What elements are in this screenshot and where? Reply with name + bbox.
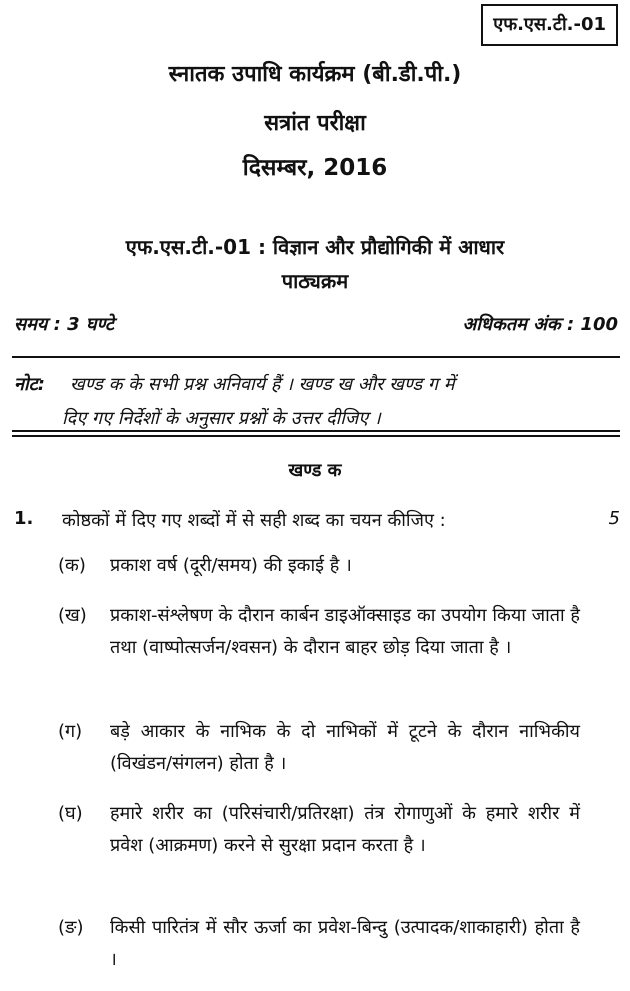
item-label: (क) <box>58 555 86 576</box>
item-text: प्रकाश-संश्लेषण के दौरान कार्बन डाइऑक्साइड का उपयोग किया जाता है तथा (वाष्पोत्सर्जन/श्वसन) के दौरान बाहर छोड़ दिया जाता है । <box>110 605 580 658</box>
divider <box>12 435 620 437</box>
note-block <box>14 368 618 436</box>
time-allowed: समय : 3 घण्टे <box>14 314 114 335</box>
question-text: कोष्ठकों में दिए गए शब्दों में से सही शब्द का चयन कीजिए : <box>62 510 446 531</box>
list-item <box>58 550 580 582</box>
exam-title: सत्रांत परीक्षा <box>264 111 366 136</box>
note-line-2: दिए गए निर्देशों के अनुसार प्रश्नों के उत्तर दीजिए । <box>62 408 381 429</box>
item-text: किसी पारितंत्र में सौर ऊर्जा का प्रवेश-बिन्दु (उत्पादक/शाकाहारी) होता है । <box>110 917 580 970</box>
list-item <box>58 716 580 780</box>
subject-line-1: एफ.एस.टी.-01 : विज्ञान और प्रौद्योगिकी में आधार <box>125 235 505 259</box>
divider <box>12 356 620 358</box>
subject-line-2: पाठ्यक्रम <box>281 269 349 293</box>
list-item <box>58 912 580 976</box>
item-text: बड़े आकार के नाभिक के दो नाभिकों में टूटने के दौरान नाभिकीय (विखंडन/संगलन) होता है । <box>110 721 580 774</box>
list-item <box>58 798 580 862</box>
item-label: (ग) <box>58 721 83 742</box>
question-1 <box>14 508 620 532</box>
exam-date: दिसम्बर, 2016 <box>242 155 388 181</box>
item-label: (ख) <box>58 605 87 626</box>
exam-meta <box>14 312 618 336</box>
list-item <box>58 600 580 664</box>
divider <box>12 430 620 432</box>
note-line-1: खण्ड क के सभी प्रश्न अनिवार्य हैं । खण्ड ख और खण्ड ग में <box>70 374 455 395</box>
item-text: प्रकाश वर्ष (दूरी/समय) की इकाई है । <box>110 555 352 576</box>
item-label: (ङ) <box>58 917 84 938</box>
section-title: खण्ड क <box>288 460 342 481</box>
question-number: 1. <box>14 508 34 529</box>
note-label: नोट: <box>14 374 45 395</box>
max-marks: अधिकतम अंक : 100 <box>462 314 618 335</box>
subject-title <box>0 230 630 298</box>
item-label: (घ) <box>58 803 83 824</box>
question-marks: 5 <box>608 508 620 529</box>
item-text: हमारे शरीर का (परिसंचारी/प्रतिरक्षा) तंत्र रोगाणुओं के हमारे शरीर में प्रवेश (आक्रमण) करने से सुरक्षा प्रदान करता है । <box>110 803 580 856</box>
programme-title: स्नातक उपाधि कार्यक्रम (बी.डी.पी.) <box>168 62 462 87</box>
course-code-box: एफ.एस.टी.-01 <box>481 4 618 46</box>
